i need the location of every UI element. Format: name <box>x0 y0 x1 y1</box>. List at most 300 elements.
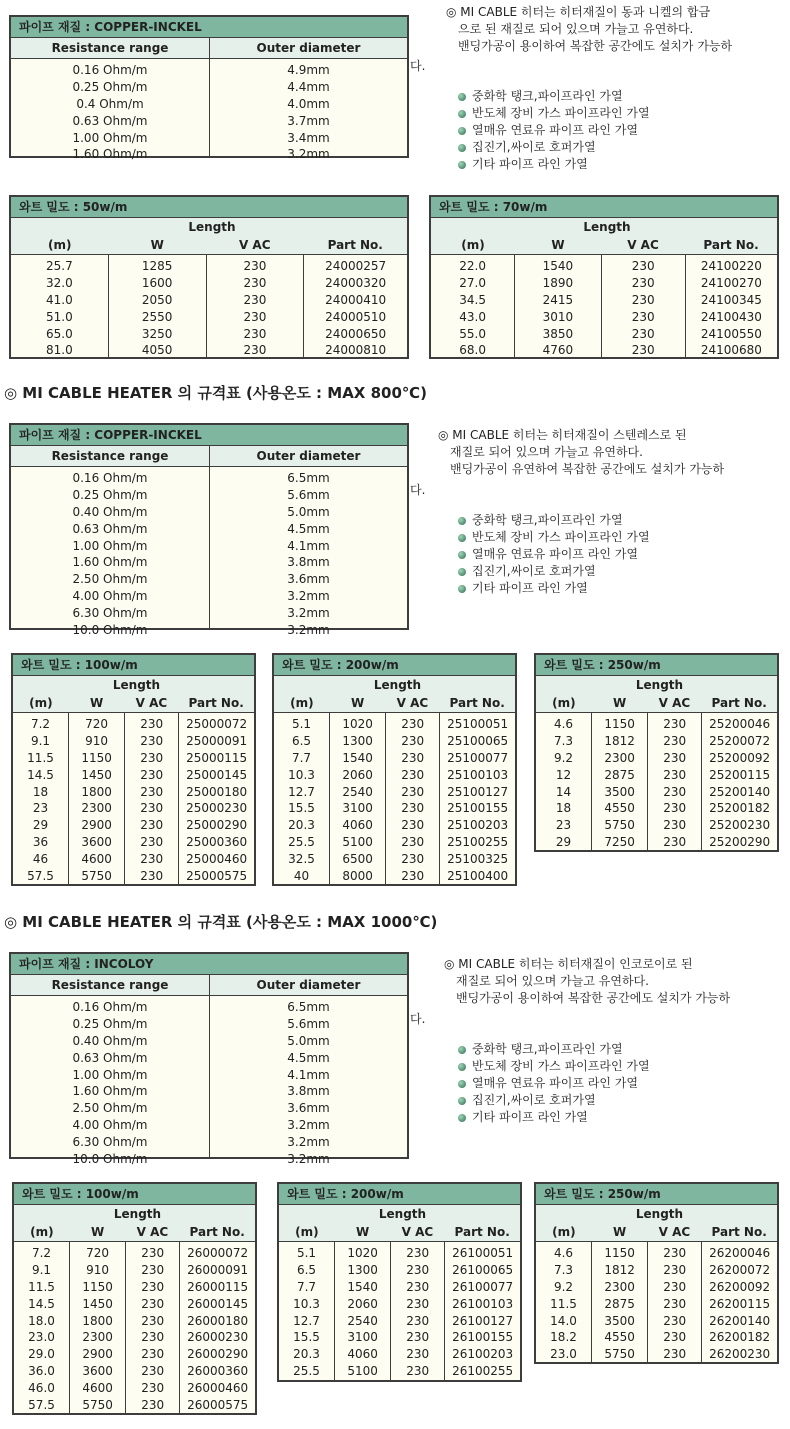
part-number: 24000510 <box>325 309 387 324</box>
table-header <box>11 38 407 59</box>
list-item <box>458 529 650 546</box>
diameter-value: 3.2mm <box>287 1118 330 1133</box>
unit-header: (m) <box>290 696 314 710</box>
resistance-value: 6.30 Ohm/m <box>72 1135 148 1150</box>
voltage-value: 230 <box>663 1313 687 1328</box>
voltage-value: 230 <box>140 818 164 833</box>
length-value: 14.5 <box>28 1296 55 1311</box>
unit-header: (m) <box>29 696 53 710</box>
length-value: 25.7 <box>46 259 73 273</box>
table-body <box>536 1242 777 1362</box>
resistance-value: 4.00 Ohm/m <box>72 589 148 604</box>
voltage-value: 230 <box>141 1381 165 1396</box>
list-item <box>458 1058 650 1075</box>
bullet-icon <box>458 93 466 101</box>
watt-value: 1020 <box>347 1246 378 1260</box>
part-number-column <box>180 1242 255 1413</box>
length-header: Length <box>373 678 422 692</box>
watt-value: 5100 <box>347 1364 378 1379</box>
resistance-value: 2.50 Ohm/m <box>72 572 148 587</box>
diameter-value: 4.0mm <box>287 96 330 111</box>
voltage-header: V AC <box>401 1225 434 1239</box>
length-value: 9.2 <box>553 750 574 765</box>
unit-header: (m) <box>461 238 485 252</box>
voltage-value: 230 <box>140 717 164 731</box>
header-row <box>431 236 777 254</box>
column-header: Outer diameter <box>256 41 361 55</box>
watt-value: 2300 <box>82 1330 113 1345</box>
voltage-value: 230 <box>141 1398 165 1413</box>
voltage-value: 230 <box>663 1347 687 1362</box>
voltage-value: 230 <box>663 1330 687 1345</box>
length-value: 29 <box>555 835 572 850</box>
part-number: 24000810 <box>325 343 387 358</box>
length-value: 15.5 <box>288 801 315 816</box>
voltage-column <box>207 255 305 357</box>
length-header: Length <box>635 678 684 692</box>
watt-header: W <box>351 696 365 710</box>
part-number: 25000145 <box>186 767 248 782</box>
part-number: 24100220 <box>700 259 762 273</box>
watt-value: 4760 <box>542 343 574 358</box>
table-header <box>11 218 407 255</box>
table-title: 와트 밀도 : 250w/m <box>536 655 777 676</box>
resistance-value: 0.25 Ohm/m <box>72 79 148 94</box>
resistance-value: 0.63 Ohm/m <box>72 521 148 536</box>
length-value: 6.5 <box>291 733 312 748</box>
voltage-value: 230 <box>663 1262 687 1277</box>
length-value: 43.0 <box>459 309 486 324</box>
part-number: 26200140 <box>709 1313 771 1328</box>
resistance-value: 1.00 Ohm/m <box>72 538 148 553</box>
table-header <box>13 676 254 713</box>
resistance-value: 2.50 Ohm/m <box>72 1101 148 1116</box>
resistance-value: 0.40 Ohm/m <box>72 504 148 519</box>
part-number: 25000230 <box>186 801 248 816</box>
voltage-value: 230 <box>140 750 164 765</box>
part-number: 25000180 <box>186 784 248 799</box>
list-item-label: 중화학 탱크,파이프라인 가열 <box>472 89 623 103</box>
watt-value: 4060 <box>342 818 373 833</box>
voltage-value: 230 <box>401 717 425 731</box>
voltage-value: 230 <box>140 801 164 816</box>
bullet-icon <box>458 1063 466 1071</box>
diameter-value: 4.1mm <box>287 1067 330 1082</box>
part-number: 25200182 <box>709 801 771 816</box>
application-list <box>458 88 650 173</box>
watt-header: W <box>613 696 627 710</box>
part-number: 26200230 <box>709 1347 771 1362</box>
voltage-column <box>602 255 686 357</box>
part-number-column <box>702 1242 777 1362</box>
voltage-header: V AC <box>658 1225 691 1239</box>
watt-value: 4550 <box>604 801 635 816</box>
diameter-value: 3.6mm <box>287 1101 330 1116</box>
voltage-value: 230 <box>631 309 655 324</box>
bullet-icon <box>458 1080 466 1088</box>
voltage-value: 230 <box>141 1364 165 1379</box>
part-number: 25000115 <box>186 750 248 765</box>
watt-value: 720 <box>86 1246 110 1260</box>
table-title: 와트 밀도 : 50w/m <box>11 197 407 218</box>
table-title: 와트 밀도 : 100w/m <box>14 1184 255 1205</box>
table-title: 와트 밀도 : 200w/m <box>279 1184 520 1205</box>
voltage-value: 230 <box>663 784 687 799</box>
voltage-value: 230 <box>243 343 267 358</box>
table-header <box>536 1205 777 1242</box>
part-number: 25100155 <box>447 801 509 816</box>
watt-header: W <box>551 238 565 252</box>
table-header <box>11 446 407 467</box>
bullet-icon <box>458 585 466 593</box>
bullet-icon <box>458 144 466 152</box>
list-item-label: 열매유 연료유 파이프 라인 가열 <box>472 123 638 137</box>
voltage-value: 230 <box>663 1279 687 1294</box>
list-item <box>458 105 650 122</box>
header-row <box>14 1223 255 1241</box>
description-note-tail: 다. <box>410 483 426 497</box>
part-number: 26100255 <box>452 1364 514 1379</box>
watt-value: 2540 <box>342 784 373 799</box>
note-line: 밴딩가공이 용이하여 복잡한 공간에도 설치가 가능하 <box>456 991 731 1005</box>
resistance-column <box>11 996 210 1167</box>
part-number: 25200092 <box>709 750 771 765</box>
part-header: Part No. <box>189 1225 245 1239</box>
resistance-value: 1.00 Ohm/m <box>72 130 148 145</box>
header-row <box>11 236 407 254</box>
watt-value: 1800 <box>82 1313 113 1328</box>
part-number: 26200046 <box>709 1246 771 1260</box>
length-value: 55.0 <box>459 326 486 341</box>
list-item-label: 기타 파이프 라인 가열 <box>472 157 588 171</box>
voltage-header: V AC <box>136 1225 169 1239</box>
diameter-value: 5.6mm <box>287 1016 330 1031</box>
table-title: 와트 밀도 : 200w/m <box>274 655 515 676</box>
length-value: 9.1 <box>31 1262 52 1277</box>
watt-value: 5100 <box>342 835 373 850</box>
column-header: Resistance range <box>11 975 210 995</box>
voltage-value: 230 <box>401 835 425 850</box>
table-title: 파이프 재질 : COPPER-INCKEL <box>11 425 407 446</box>
voltage-value: 230 <box>663 717 687 731</box>
part-header: Part No. <box>711 1225 767 1239</box>
note-line: 재질로 되어 있으며 가늘고 유연하다. <box>456 974 649 988</box>
table-header <box>14 1205 255 1242</box>
watt-value: 6500 <box>342 852 373 867</box>
voltage-value: 230 <box>406 1347 430 1362</box>
voltage-value: 230 <box>631 259 655 273</box>
watt-table <box>429 195 779 359</box>
unit-header: (m) <box>30 1225 54 1239</box>
watt-value: 1540 <box>347 1279 378 1294</box>
part-number-column <box>179 713 254 884</box>
watt-table <box>9 195 409 359</box>
column-header: Outer diameter <box>256 449 361 463</box>
watt-value: 3010 <box>542 309 574 324</box>
voltage-value: 230 <box>141 1347 165 1362</box>
length-value: 57.5 <box>27 869 54 884</box>
list-item-label: 집진기,싸이로 호퍼가열 <box>472 1093 596 1107</box>
voltage-value: 230 <box>140 784 164 799</box>
watt-value: 1812 <box>604 1262 635 1277</box>
watt-value: 4550 <box>604 1330 635 1345</box>
length-header: Length <box>113 1207 162 1221</box>
bullet-icon <box>458 534 466 542</box>
description-note <box>444 956 730 1007</box>
list-item-label: 열매유 연료유 파이프 라인 가열 <box>472 547 638 561</box>
voltage-column <box>391 1242 445 1380</box>
length-value: 29 <box>32 818 49 833</box>
voltage-column <box>125 713 179 884</box>
length-value: 20.3 <box>288 818 315 833</box>
voltage-value: 230 <box>631 292 655 307</box>
part-number: 26000180 <box>187 1313 249 1328</box>
watt-value: 2875 <box>604 767 635 782</box>
length-value: 11.5 <box>27 750 54 765</box>
list-item-label: 중화학 탱크,파이프라인 가열 <box>472 513 623 527</box>
diameter-value: 3.8mm <box>287 1084 330 1099</box>
diameter-value: 4.5mm <box>287 521 330 536</box>
length-value: 46.0 <box>28 1381 55 1396</box>
part-number: 26200115 <box>709 1296 771 1311</box>
part-header: Part No. <box>703 238 759 252</box>
length-value: 32.0 <box>46 275 73 290</box>
part-number: 24000257 <box>325 259 387 273</box>
pipe-table <box>9 423 409 638</box>
watt-value: 720 <box>85 717 109 731</box>
watt-value: 5750 <box>604 818 635 833</box>
diameter-value: 3.2mm <box>287 606 330 621</box>
list-item <box>458 139 650 156</box>
watt-value: 1600 <box>141 275 173 290</box>
watt-column <box>70 1242 126 1413</box>
watt-value: 3600 <box>81 835 112 850</box>
part-number: 26100203 <box>452 1347 514 1362</box>
length-value: 27.0 <box>459 275 486 290</box>
watt-value: 2900 <box>82 1347 113 1362</box>
length-value: 4.6 <box>553 717 574 731</box>
resistance-value: 1.60 Ohm/m <box>72 1084 148 1099</box>
diameter-value: 3.2mm <box>287 1135 330 1150</box>
list-item <box>458 512 650 529</box>
voltage-header: V AC <box>396 696 429 710</box>
part-number: 25200046 <box>709 717 771 731</box>
list-item-label: 집진기,싸이로 호퍼가열 <box>472 564 596 578</box>
watt-value: 2415 <box>542 292 574 307</box>
header-row <box>13 694 254 712</box>
length-column <box>14 1242 70 1413</box>
section-heading: ◎ MI CABLE HEATER 의 규격표 (사용온도 : MAX 800℃) <box>4 384 427 402</box>
table-body <box>536 713 777 850</box>
header-row <box>279 1223 520 1241</box>
resistance-value: 0.16 Ohm/m <box>72 63 148 77</box>
voltage-value: 230 <box>140 835 164 850</box>
watt-value: 1812 <box>604 733 635 748</box>
length-value: 25.5 <box>288 835 315 850</box>
voltage-value: 230 <box>243 259 267 273</box>
voltage-value: 230 <box>401 869 425 884</box>
table-title: 와트 밀도 : 100w/m <box>13 655 254 676</box>
voltage-value: 230 <box>401 784 425 799</box>
part-number: 26100103 <box>452 1296 514 1311</box>
part-number: 25000290 <box>186 818 248 833</box>
part-number: 26000145 <box>187 1296 249 1311</box>
voltage-value: 230 <box>141 1330 165 1345</box>
part-number: 24100680 <box>700 343 762 358</box>
application-list <box>458 512 650 597</box>
table-header <box>536 676 777 713</box>
watt-value: 1150 <box>604 717 635 731</box>
diameter-value: 4.4mm <box>287 79 330 94</box>
length-value: 5.1 <box>291 717 312 731</box>
resistance-value: 0.4 Ohm/m <box>76 96 144 111</box>
watt-table <box>12 1182 257 1415</box>
watt-value: 3600 <box>82 1364 113 1379</box>
part-header: Part No. <box>711 696 767 710</box>
watt-value: 1800 <box>81 784 112 799</box>
watt-column <box>335 1242 391 1380</box>
watt-table <box>277 1182 522 1382</box>
note-line: ◎ MI CABLE 히터는 히터재질이 인코로이로 된 <box>444 957 693 971</box>
part-number: 25200115 <box>709 767 771 782</box>
length-value: 23 <box>32 801 49 816</box>
part-number: 25000091 <box>186 733 248 748</box>
resistance-column <box>11 467 210 638</box>
table-body <box>11 59 407 162</box>
watt-value: 1020 <box>342 717 373 731</box>
note-line: 재질로 되어 있으며 가늘고 유연하다. <box>450 445 643 459</box>
watt-header: W <box>613 1225 627 1239</box>
section-heading: ◎ MI CABLE HEATER 의 규격표 (사용온도 : MAX 1000℃) <box>4 913 438 931</box>
part-header: Part No. <box>188 696 244 710</box>
length-value: 15.5 <box>293 1330 320 1345</box>
diameter-column <box>210 59 407 162</box>
watt-table <box>534 653 779 852</box>
diameter-value: 6.5mm <box>287 471 330 485</box>
voltage-value: 230 <box>243 275 267 290</box>
voltage-value: 230 <box>141 1313 165 1328</box>
table-body <box>14 1242 255 1413</box>
column-header: Outer diameter <box>256 978 361 992</box>
watt-value: 4600 <box>82 1381 113 1396</box>
resistance-value: 1.60 Ohm/m <box>72 147 148 162</box>
note-line: ◎ MI CABLE 히터는 히터재질이 동과 니켈의 합금 <box>446 5 711 19</box>
voltage-value: 230 <box>401 733 425 748</box>
part-header: Part No. <box>454 1225 510 1239</box>
part-number: 26000360 <box>187 1364 249 1379</box>
length-value: 29.0 <box>28 1347 55 1362</box>
part-number: 25100325 <box>447 852 509 867</box>
part-number: 26000115 <box>187 1279 249 1294</box>
list-item-label: 집진기,싸이로 호퍼가열 <box>472 140 596 154</box>
watt-value: 2060 <box>347 1296 378 1311</box>
watt-value: 2060 <box>342 767 373 782</box>
length-value: 40 <box>293 869 310 884</box>
bullet-icon <box>458 517 466 525</box>
bullet-icon <box>458 110 466 118</box>
voltage-header: V AC <box>658 696 691 710</box>
watt-value: 3100 <box>342 801 373 816</box>
length-value: 11.5 <box>28 1279 55 1294</box>
length-value: 7.3 <box>553 733 574 748</box>
length-header: Length <box>635 1207 684 1221</box>
watt-value: 2300 <box>604 750 635 765</box>
description-note-tail: 다. <box>410 1012 426 1026</box>
part-number: 26100155 <box>452 1330 514 1345</box>
length-value: 32.5 <box>288 852 315 867</box>
length-value: 23 <box>555 818 572 833</box>
description-note <box>446 4 732 55</box>
voltage-value: 230 <box>401 852 425 867</box>
voltage-value: 230 <box>141 1246 165 1260</box>
watt-value: 1540 <box>542 259 574 273</box>
watt-value: 1150 <box>604 1246 635 1260</box>
watt-header: W <box>356 1225 370 1239</box>
part-number: 25000575 <box>186 869 248 884</box>
voltage-column <box>648 1242 702 1362</box>
watt-value: 2050 <box>141 292 173 307</box>
part-number: 26200092 <box>709 1279 771 1294</box>
list-item <box>458 563 650 580</box>
bullet-icon <box>458 127 466 135</box>
header-row <box>536 694 777 712</box>
part-number-column <box>304 255 407 357</box>
list-item <box>458 88 650 105</box>
length-value: 9.2 <box>553 1279 574 1294</box>
unit-header: (m) <box>552 1225 576 1239</box>
length-value: 23.0 <box>550 1347 577 1362</box>
list-item <box>458 1075 650 1092</box>
list-item-label: 반도체 장비 가스 파이프라인 가열 <box>472 530 650 544</box>
length-value: 10.3 <box>288 767 315 782</box>
bullet-icon <box>458 1114 466 1122</box>
voltage-value: 230 <box>406 1313 430 1328</box>
resistance-value: 10.0 Ohm/m <box>72 1152 148 1167</box>
part-number: 25000072 <box>186 717 248 731</box>
length-value: 18 <box>32 784 49 799</box>
part-number: 26000072 <box>187 1246 249 1260</box>
list-item <box>458 546 650 563</box>
table-title: 와트 밀도 : 70w/m <box>431 197 777 218</box>
part-number: 26200182 <box>709 1330 771 1345</box>
part-number: 24000410 <box>325 292 387 307</box>
table-body <box>279 1242 520 1380</box>
list-item-label: 기타 파이프 라인 가열 <box>472 1110 588 1124</box>
watt-value: 4060 <box>347 1347 378 1362</box>
watt-value: 5750 <box>81 869 112 884</box>
diameter-column <box>210 467 407 638</box>
part-number-column <box>686 255 777 357</box>
length-value: 23.0 <box>28 1330 55 1345</box>
length-header: Length <box>378 1207 427 1221</box>
voltage-value: 230 <box>141 1262 165 1277</box>
length-value: 22.0 <box>459 259 486 273</box>
voltage-value: 230 <box>663 835 687 850</box>
application-list <box>458 1041 650 1126</box>
watt-value: 1285 <box>141 259 173 273</box>
watt-column <box>515 255 601 357</box>
length-value: 46 <box>32 852 49 867</box>
length-value: 7.2 <box>31 1246 52 1260</box>
table-header <box>431 218 777 255</box>
length-value: 18.2 <box>550 1330 577 1345</box>
length-header: Length <box>188 220 236 234</box>
bullet-icon <box>458 1046 466 1054</box>
voltage-value: 230 <box>140 869 164 884</box>
watt-column <box>592 713 648 850</box>
part-number: 25100255 <box>447 835 509 850</box>
watt-column <box>69 713 125 884</box>
